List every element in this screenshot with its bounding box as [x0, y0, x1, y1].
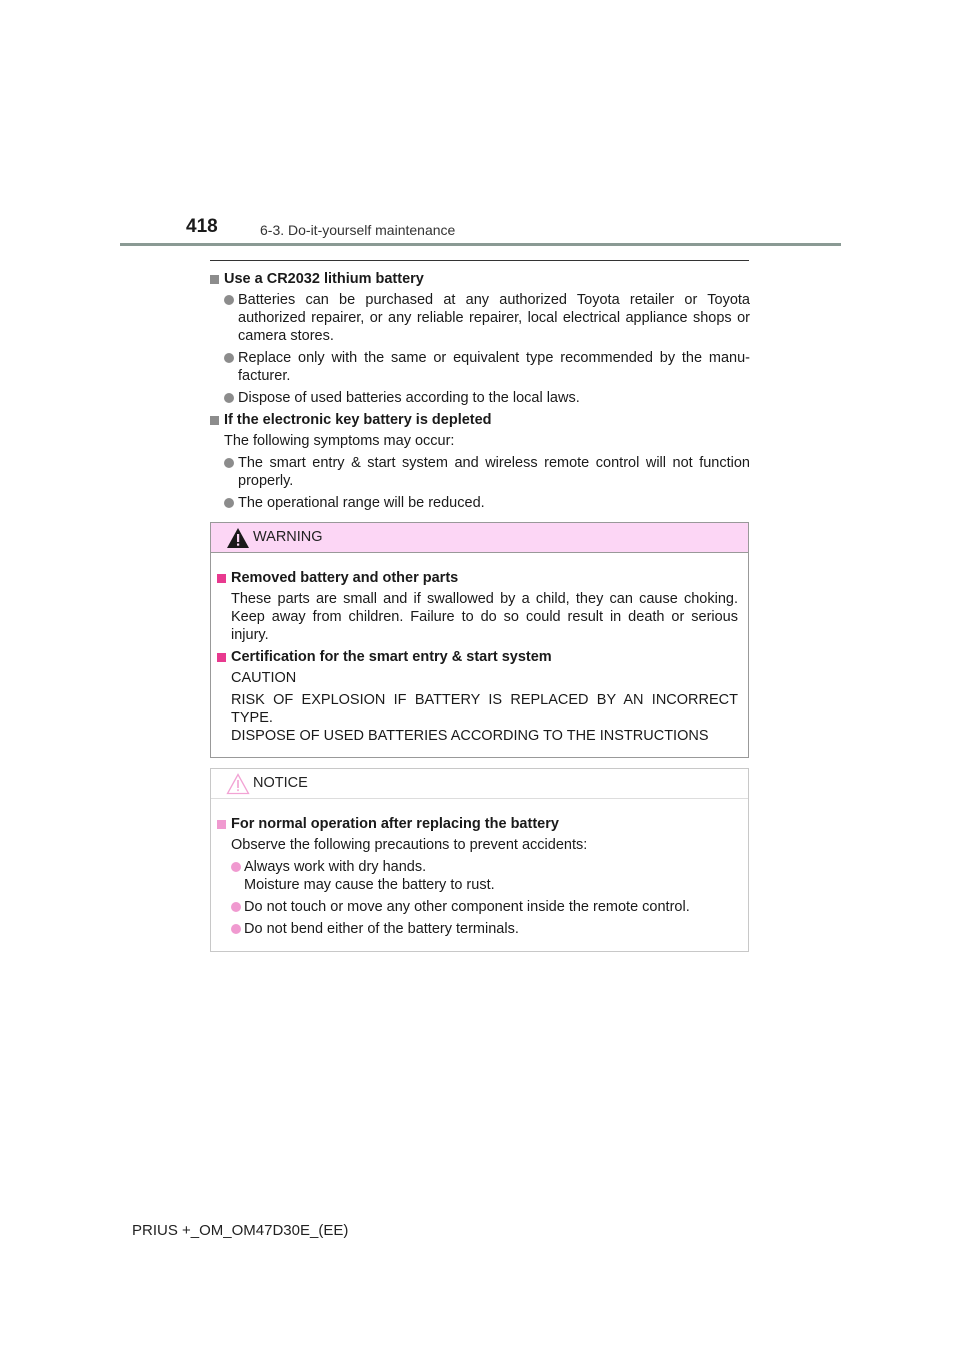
- section-battery-depleted: [210, 411, 750, 512]
- circle-bullet-icon: [224, 393, 234, 403]
- list-item: Do not touch or move any other component inside the remote control.: [217, 898, 738, 916]
- circle-bullet-icon: [231, 924, 241, 934]
- circle-bullet-icon: [224, 458, 234, 468]
- list-item: Batteries can be purchased at any authorized Toyota retailer or Toyota authorized repairer, or any reliable repairer, local electrical appliance shops or camera stores.: [210, 291, 750, 345]
- section-heading: If the electronic key battery is depleted: [210, 411, 750, 429]
- warning-box: [210, 522, 749, 758]
- notice-box: [210, 768, 749, 952]
- section-title: 6-3. Do-it-yourself maintenance: [260, 222, 456, 238]
- notice-label: NOTICE: [253, 775, 308, 791]
- warning-triangle-icon: [226, 527, 250, 549]
- list-item: Do not bend either of the battery terminals.: [217, 920, 738, 938]
- list-item: The smart entry & start system and wireless remote control will not function properly.: [210, 454, 750, 490]
- content-divider: [210, 260, 749, 261]
- list-item: Always work with dry hands. Moisture may cause the battery to rust.: [217, 858, 738, 894]
- warning-label: WARNING: [253, 529, 323, 545]
- notice-intro: Observe the following precautions to prevent accidents:: [231, 837, 588, 853]
- warning-header: [211, 523, 748, 553]
- circle-bullet-icon: [224, 353, 234, 363]
- square-bullet-icon: [210, 416, 219, 425]
- warning-body: [211, 553, 748, 745]
- doc-code: PRIUS +_OM_OM47D30E_(EE): [132, 1222, 349, 1239]
- square-bullet-icon: [217, 820, 226, 829]
- square-bullet-icon: [210, 275, 219, 284]
- section-heading: Use a CR2032 lithium battery: [210, 270, 750, 288]
- square-bullet-icon: [217, 653, 226, 662]
- circle-bullet-icon: [231, 902, 241, 912]
- circle-bullet-icon: [224, 498, 234, 508]
- circle-bullet-icon: [231, 862, 241, 872]
- warning-text: These parts are small and if swallowed by a child, they can cause choking. Keep away from children. Failure to do so could result in death or serious injury.: [231, 591, 738, 643]
- caution-text: RISK OF EXPLOSION IF BATTERY IS REPLACED BY AN INCORRECT TYPE.: [231, 692, 738, 726]
- notice-header: [211, 769, 748, 799]
- warning-item-heading: Certification for the smart entry & start system: [217, 648, 738, 666]
- notice-body: [211, 799, 748, 938]
- main-content: [210, 266, 750, 516]
- page-number: 418: [186, 216, 218, 237]
- list-item: Dispose of used batteries according to the local laws.: [210, 389, 750, 407]
- list-item: The operational range will be reduced.: [210, 494, 750, 512]
- warning-item-heading: Removed battery and other parts: [217, 569, 738, 587]
- section-intro: The following symptoms may occur:: [224, 433, 455, 449]
- section-battery-type: [210, 270, 750, 407]
- list-item: Replace only with the same or equivalent type recommended by the manu- facturer.: [210, 349, 750, 385]
- caution-label: CAUTION: [231, 670, 297, 686]
- square-bullet-icon: [217, 574, 226, 583]
- notice-heading: For normal operation after replacing the battery: [217, 815, 738, 833]
- caution-triangle-icon: [226, 773, 250, 795]
- circle-bullet-icon: [224, 295, 234, 305]
- header-divider: [120, 243, 841, 246]
- caution-text: DISPOSE OF USED BATTERIES ACCORDING TO THE INSTRUCTIONS: [231, 728, 709, 744]
